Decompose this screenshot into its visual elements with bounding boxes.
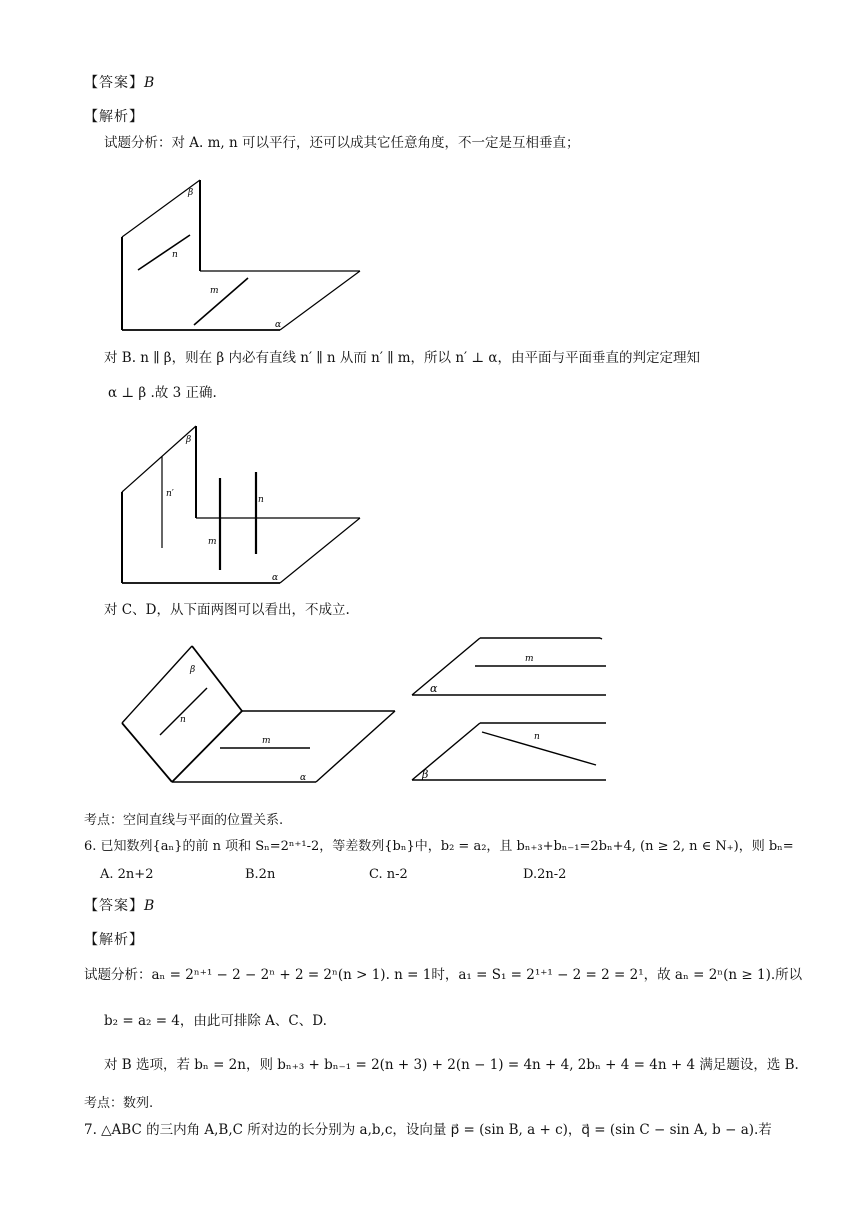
label-beta: β [190, 665, 196, 675]
line-n [138, 235, 190, 270]
option-c: C. n-2 [369, 867, 408, 882]
label-alpha: α [272, 573, 279, 583]
analysis-heading-2: 【解析】 [84, 932, 144, 948]
analysis-text-b2: α ⊥ β .故 3 正确. [108, 385, 217, 401]
label-n: n [258, 495, 264, 505]
answer-label: 【答案】 [84, 898, 144, 914]
label-m: m [208, 537, 217, 547]
analysis-heading-1: 【解析】 [84, 109, 144, 125]
line-n [160, 688, 207, 735]
beta-plane-top-edge [122, 426, 196, 492]
question-7-stem: 7. △ABC 的三内角 A,B,C 所对边的长分别为 a,b,c，设向量 p⃗ = (sin B, a + c)，q⃗ = (sin C − sin A, b − a).若 [84, 1122, 772, 1138]
answer-value: B [144, 898, 156, 914]
answer-heading-2 [84, 896, 155, 916]
answer-value: B [144, 75, 156, 91]
solution-line-2: b₂ = a₂ = 4，由此可排除 A、C、D. [104, 1013, 327, 1029]
label-m: m [525, 654, 534, 664]
label-n-prime: n′ [166, 489, 174, 499]
alpha-plane-left-edge [412, 638, 480, 695]
figure-plane-perpendicular-lines [110, 420, 370, 590]
label-alpha: α [275, 320, 282, 330]
line-m [194, 278, 248, 325]
analysis-text-b1: 对 B. n ∥ β，则在 β 内必有直线 n′ ∥ n 从而 n′ ∥ m，所以 n′ ⊥ α，由平面与平面垂直的判定定理知 [104, 350, 700, 366]
answer-heading-1 [84, 73, 155, 93]
analysis-text-a: 试题分析：对 A. m, n 可以平行，还可以成其它任意角度，不一定是互相垂直； [104, 135, 580, 151]
alpha-plane-right-edge [280, 271, 360, 330]
label-n: n [534, 732, 540, 742]
label-alpha: α [300, 773, 307, 783]
label-n: n [172, 250, 178, 260]
kaodian-1: 考点：空间直线与平面的位置关系. [84, 813, 284, 828]
figure-plane-parallel-lines [110, 175, 370, 340]
answer-label: 【答案】 [84, 75, 144, 91]
label-beta: β [186, 435, 192, 445]
label-m: m [262, 736, 271, 746]
option-b: B.2n [245, 867, 276, 882]
label-beta: β [188, 188, 194, 198]
label-m: m [210, 286, 219, 296]
alpha-plane-right-edge [280, 518, 360, 583]
label-beta: β [422, 768, 429, 781]
option-d: D.2n-2 [523, 867, 567, 882]
beta-plane-top-left-edge [122, 646, 192, 723]
figure-two-parallel-planes [410, 633, 610, 785]
question-6-stem: 6. 已知数列{aₙ}的前 n 项和 Sₙ=2ⁿ⁺¹-2，等差数列{bₙ}中，b₂ = a₂，且 bₙ₊₃+bₙ₋₁=2bₙ+4, (n ≥ 2, n ∈ N₊)，则 bₙ= [84, 839, 794, 854]
analysis-text-cd: 对 C、D，从下面两图可以看出，不成立. [104, 602, 350, 618]
label-n: n [180, 715, 186, 725]
beta-plane-top-right-edge [192, 646, 242, 711]
option-a: A. 2n+2 [100, 867, 154, 882]
alpha-plane-right-edge [316, 711, 395, 782]
figure-two-planes-angle [120, 636, 400, 788]
kaodian-2: 考点：数列. [84, 1096, 154, 1111]
beta-plane-bottom-edge [122, 723, 172, 782]
label-alpha: α [430, 682, 438, 695]
solution-line-3: 对 B 选项，若 bₙ = 2n，则 bₙ₊₃ + bₙ₋₁ = 2(n + 3) + 2(n − 1) = 4n + 4, 2bₙ + 4 = 4n + 4 满足题设，选 B. [104, 1057, 799, 1073]
solution-line-1: 试题分析：aₙ = 2ⁿ⁺¹ − 2 − 2ⁿ + 2 = 2ⁿ(n > 1). n = 1时，a₁ = S₁ = 2¹⁺¹ − 2 = 2 = 2¹，故 aₙ = 2ⁿ(n ≥ 1).所以 [84, 967, 803, 983]
